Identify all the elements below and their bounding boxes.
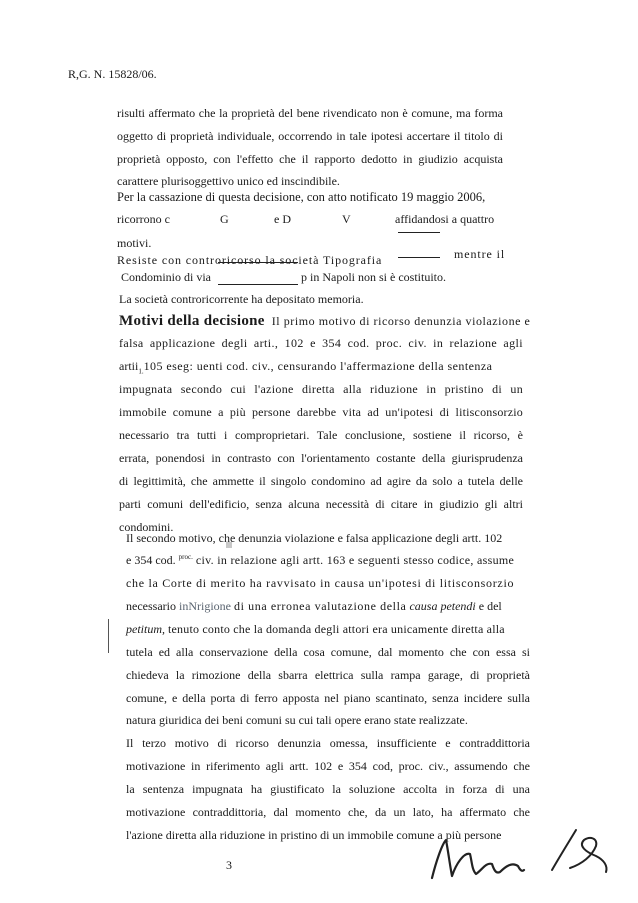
- section-heading: Motivi della decisione: [119, 313, 265, 329]
- page-number: 3: [226, 858, 232, 872]
- section1-line: falsa applicazione degli arti., 102 e 354 cod. proc. civ. in relazione agli: [119, 336, 523, 350]
- section2-line: [126, 553, 524, 568]
- intro-line: carattere plurisoggettivo unico ed inscindibile.: [117, 174, 340, 188]
- section2-line5-rest: tenuto conto che la domanda degli attori era unicamente diretta alla: [168, 622, 505, 636]
- motivi-word: motivi.: [117, 236, 152, 250]
- section1-line: parti comuni dell'edificio, senza alcuna necessità di citare in giudizio gli altri: [119, 497, 523, 511]
- section2-line: natura giuridica dei beni comuni su cui tali opere erano state realizzate.: [126, 713, 468, 727]
- section2-line2-b: civ. in relazione agli artt. 163 e seguenti stesso codice, assume: [195, 553, 515, 567]
- redaction-line: [398, 257, 440, 258]
- case-number: R,G. N. 15828/06.: [68, 67, 157, 81]
- section1-line: immobile comune a più persone darebbe vita ad un'ipotesi di litisconsorzio: [119, 405, 523, 419]
- condominio-suffix: p in Napoli non si è costituito.: [301, 270, 446, 284]
- section2-line2-a: e 354 cod.: [126, 553, 176, 567]
- section2-line: [126, 622, 530, 637]
- section2-line4-b: di una erronea valutazione della: [233, 599, 407, 613]
- section3-line: motivazione in riferimento agli artt. 102 e 354 cod, proc. civ., assumendo che: [126, 759, 530, 773]
- section1-line: impugnata secondo cui l'azione diretta alla riduzione in pristino di un: [119, 382, 523, 396]
- section3-line: Il terzo motivo di ricorso denunzia omessa, insufficiente e contraddittoria: [126, 736, 530, 750]
- section2-line4-gray: inNrigione: [178, 599, 231, 613]
- redaction-line: [218, 284, 298, 285]
- section2-line: tutela ed alla conservazione della cosa comune, dal momento che con essa si: [126, 645, 530, 659]
- cassation-line: Per la cassazione di questa decisione, con atto notificato 19 maggio 2006,: [117, 190, 486, 204]
- ricorrono-suffix: affidandosi a quattro: [395, 212, 495, 226]
- party-v: V: [342, 212, 351, 226]
- section2-line: che la Corte di merito ha ravvisato in causa un'ipotesi di litisconsorzio: [126, 576, 515, 590]
- section1-line3-start: artii: [119, 359, 139, 373]
- section2-line2-sup: proc.: [178, 553, 193, 561]
- section1-line: errata, ponendosi in contrasto con l'orientamento costante della giurisprudenza: [119, 451, 523, 465]
- causa-petendi: causa petendi: [409, 599, 476, 613]
- section1-line: necessario tra tutti i comproprietari. Tale conclusione, sostiene il ricorso, è: [119, 428, 523, 442]
- section1-first-line-rest: Il primo motivo di ricorso denunzia violazione e: [271, 314, 531, 328]
- intro-line: risulti affermato che la proprietà del bene rivendicato non è comune, ma forma: [117, 106, 503, 120]
- section2-line4-c: e del: [478, 599, 502, 613]
- intro-line: oggetto di proprietà individuale, occorrendo in tale ipotesi accertare il titolo di: [117, 129, 503, 143]
- redaction-line: [398, 232, 440, 233]
- mentre-il: mentre il: [454, 247, 506, 261]
- section2-line: [126, 599, 530, 614]
- intro-line: proprietà opposto, con l'effetto che il rapporto dedotto in giudizio acquista: [117, 152, 503, 166]
- handwritten-signature: [420, 826, 620, 886]
- petitum: petitum,: [126, 622, 165, 636]
- section1-line3-sub: 1.: [138, 367, 144, 376]
- section3-line: la sentenza impugnata ha giustificato la soluzione accolta in forza di una: [126, 782, 530, 796]
- section1-first-line: [119, 313, 531, 330]
- redaction-line: [218, 262, 298, 263]
- party-g: G: [220, 212, 229, 226]
- party-d: e D: [274, 212, 291, 226]
- margin-mark: [108, 619, 109, 653]
- section1-line3-rest: 105 eseg: uenti cod. civ., censurando l'affermazione della sentenza: [143, 359, 493, 373]
- section3-line: l'azione diretta alla riduzione in pristino di un immobile comune a più persone: [126, 828, 502, 842]
- section1-line: di legittimità, che ammette il singolo condomino ad agire da solo a tutela delle: [119, 474, 523, 488]
- section3-line: motivazione contraddittoria, dal momento che, da un lato, ha affermato che: [126, 805, 530, 819]
- section1-line: [119, 359, 523, 375]
- section2-line: chiedeva la rimozione della sbarra elettrica sulla rampa garage, di proprietà: [126, 668, 530, 682]
- section2-line: Il secondo motivo, che denunzia violazione e falsa applicazione degli artt. 102: [126, 531, 503, 545]
- section1-line: condomini.: [119, 520, 174, 534]
- resiste-line: Resiste con controricorso la società Tipografia: [117, 253, 383, 267]
- section2-line4-a: necessario: [126, 599, 176, 613]
- ricorrono-prefix: ricorrono c: [117, 212, 170, 226]
- condominio-prefix: Condominio di via: [121, 270, 211, 284]
- section2-line: comune, e della porta di ferro apposta nel piano scantinato, senza incidere sulla: [126, 691, 530, 705]
- memoria-line: La società controricorrente ha depositato memoria.: [119, 292, 364, 306]
